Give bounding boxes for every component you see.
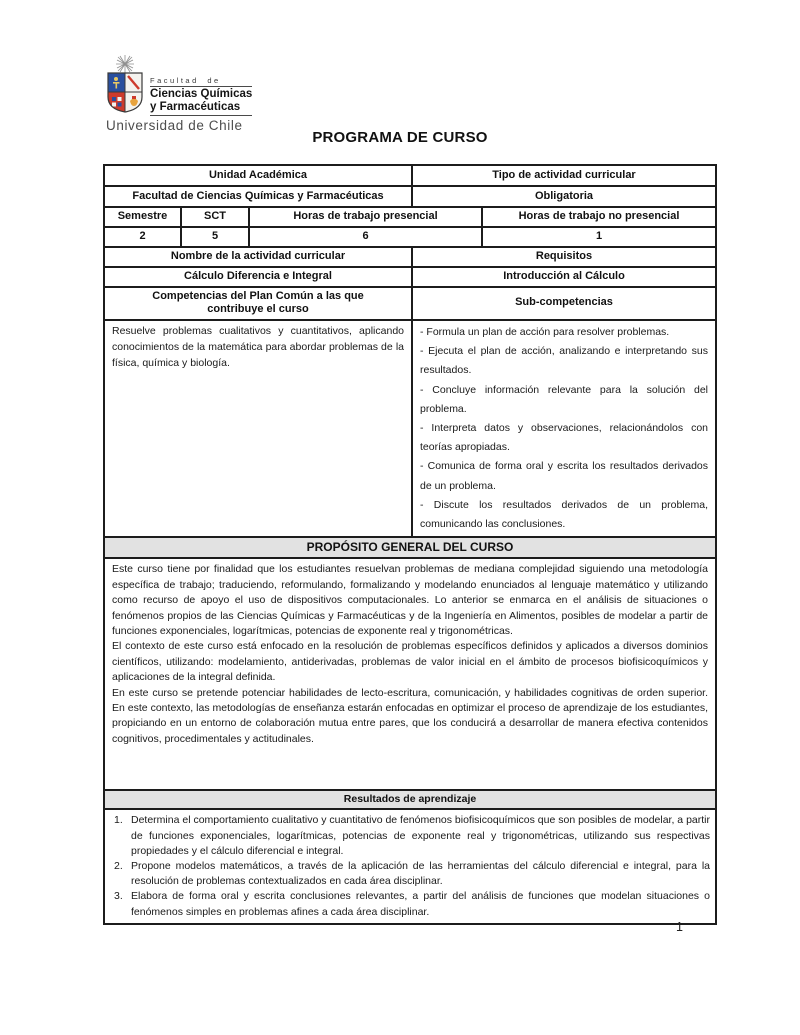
table-row	[105, 268, 715, 288]
subcompetencia-item: - Ejecuta el plan de acción, analizando e interpretando sus resultados.	[420, 345, 708, 377]
tipo-actividad-value: Obligatoria	[534, 189, 594, 202]
sct-value: 5	[182, 228, 250, 246]
resultado-number: 2.	[114, 860, 123, 873]
university-shield-icon	[106, 55, 146, 117]
course-info-table	[103, 164, 717, 538]
university-name: Universidad de Chile	[106, 118, 243, 133]
page-title: PROGRAMA DE CURSO	[312, 129, 488, 146]
table-row	[105, 810, 715, 923]
resultados-section-header: Resultados de aprendizaje	[105, 791, 715, 808]
horas-no-presencial-header: Horas de trabajo no presencial	[518, 210, 680, 223]
table-row	[105, 559, 715, 791]
resultados-list	[105, 810, 715, 923]
semestre-value: 2	[105, 228, 182, 246]
proposito-table	[103, 536, 717, 925]
page-number: 1	[676, 920, 683, 934]
horas-no-presencial-value: 1	[595, 230, 603, 242]
subcompetencia-item: - Formula un plan de acción para resolver problemas.	[420, 326, 670, 338]
proposito-paragraph: En este curso se pretende potenciar habilidades de lecto-escritura, comunicación, y habilidades cognitivas de orden superior. En este contexto, las metodologías de enseñanza estarán enfocadas en optimizar el proceso de aprendizaje de los estudiantes, propiciando en un entorno de colaboración mutua entre pares, que los conducirá a desarrollar de manera efectiva contenidos cognitivos, procedimentales y actitudinales.	[112, 686, 708, 745]
table-row	[105, 208, 715, 228]
table-row	[105, 791, 715, 810]
table-row	[105, 248, 715, 268]
course-program-tables	[103, 164, 717, 925]
nombre-actividad-header: Nombre de la actividad curricular	[105, 248, 413, 266]
table-row	[105, 288, 715, 322]
resultado-item	[110, 889, 710, 919]
subcompetencia-item: - Concluye información relevante para la solución del problema.	[420, 383, 708, 415]
table-row	[105, 187, 715, 208]
competencias-text: Resuelve problemas cualitativos y cuantitativos, aplicando conocimientos de la matemática para abordar problemas de la física, química y biología.	[105, 321, 413, 536]
resultado-number: 3.	[114, 890, 123, 903]
resultado-item	[110, 859, 710, 889]
sct-header: SCT	[182, 208, 250, 226]
proposito-text	[105, 559, 715, 789]
nombre-actividad-value: Cálculo Diferencia e Integral	[105, 268, 413, 286]
faculty-name-line1: Ciencias Químicas	[150, 88, 253, 101]
semestre-header: Semestre	[105, 208, 182, 226]
resultado-text: Elabora de forma oral y escrita conclusiones relevantes, a partir del análisis de funciones que modelan situaciones o fenómenos simples en problemas afines a cada área disciplinar.	[131, 890, 710, 918]
horas-presencial-value: 6	[250, 228, 483, 246]
subcompetencia-item: - Comunica de forma oral y escrita los resultados derivados de un problema.	[420, 460, 708, 492]
horas-presencial-header: Horas de trabajo presencial	[250, 208, 483, 226]
resultado-text: Determina el comportamiento cualitativo y cuantitativo de fenómenos biofisicoquímicos que son posibles de modelar, a partir de funciones exponenciales, logarítmicas, potencias de exponente real y trigonométricas, utilizando sus respectivas propiedades y el cálculo diferencial e integral.	[131, 814, 710, 857]
resultado-item	[110, 813, 710, 859]
proposito-section-header: PROPÓSITO GENERAL DEL CURSO	[105, 538, 715, 557]
requisitos-value: Introducción al Cálculo	[503, 269, 625, 282]
table-row	[105, 228, 715, 248]
resultado-text: Propone modelos matemáticos, a través de la aplicación de las herramientas del cálculo diferencial e integral, para la resolución de problemas contextualizados en cada área disciplinar.	[131, 860, 710, 888]
starburst-icon	[116, 55, 134, 73]
subcompetencias-header: Sub-competencias	[515, 296, 613, 309]
proposito-paragraph: Este curso tiene por finalidad que los estudiantes resuelvan problemas de mediana complejidad siguiendo una metodología específica de trabajo; traduciendo, reformulando, formalizando y modelando enunciados al lenguaje matemático y utilizando como recurso de apoyo el uso de dispositivos computacionales. Lo anterior se enmarca en el análisis de situaciones o fenómenos propios de las Ciencias Químicas y Farmacéuticas y de la Ingeniería en Alimentos, posibles de modelar a partir de funciones exponenciales, logarítmicas, potencias de exponente real y trigonométricas.	[112, 563, 708, 637]
university-logo	[106, 55, 252, 133]
competencias-header: Competencias del Plan Común a las que contribuye el curso	[105, 288, 413, 320]
table-row	[105, 166, 715, 187]
table-row	[105, 321, 715, 536]
unidad-academica-value: Facultad de Ciencias Químicas y Farmacéuticas	[105, 187, 413, 206]
subcompetencias-list	[413, 321, 715, 536]
faculty-small-label: Facultad de	[150, 76, 252, 87]
faculty-name-line2: y Farmacéuticas	[150, 101, 252, 116]
subcompetencia-item: - Discute los resultados derivados de un problema, comunicando las conclusiones.	[420, 498, 708, 531]
subcompetencia-item: - Interpreta datos y observaciones, relacionándolos con teorías apropiadas.	[420, 422, 708, 454]
proposito-paragraph: El contexto de este curso está enfocado en la resolución de problemas específicos definidos y aplicados a diversos dominios científicos, utilizando: modelamiento, antiderivadas, problemas de valor inicial en el ámbito de procesos biofisicoquímicos y aplicaciones de la integral definida.	[112, 640, 708, 684]
unidad-academica-header: Unidad Académica	[105, 166, 413, 185]
requisitos-header: Requisitos	[535, 249, 593, 262]
tipo-actividad-header: Tipo de actividad curricular	[492, 168, 636, 181]
resultado-number: 1.	[114, 814, 123, 827]
table-row	[105, 538, 715, 559]
